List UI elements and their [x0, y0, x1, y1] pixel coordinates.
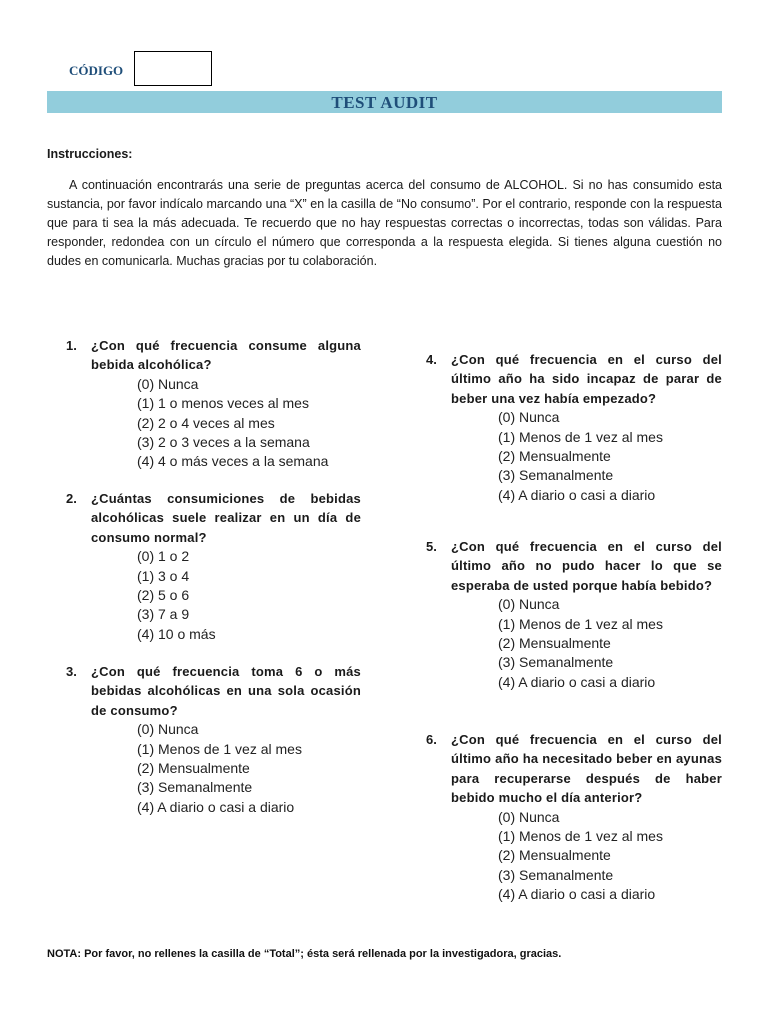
- answer-options: [137, 720, 361, 817]
- question-text: ¿Cuántas consumiciones de bebidas alcohólicas suele realizar en un día de consumo normal?: [91, 491, 361, 545]
- question-3: [66, 662, 361, 817]
- question-5: [426, 537, 722, 692]
- question-text: ¿Con qué frecuencia toma 6 o más bebidas alcohólicas en una sola ocasión de consumo?: [91, 664, 361, 718]
- answer-option[interactable]: (4) 4 o más veces a la semana: [137, 453, 329, 470]
- answer-options: [137, 375, 361, 472]
- question-number: 4.: [426, 352, 437, 367]
- answer-option[interactable]: (1) 3 o 4: [137, 567, 190, 584]
- question-text: ¿Con qué frecuencia en el curso del último año ha sido incapaz de parar de beber una vez había empezado?: [451, 352, 722, 406]
- answer-option[interactable]: (1) 1 o menos veces al mes: [137, 395, 309, 412]
- answer-option[interactable]: (0) Nunca: [498, 808, 560, 825]
- question-number: 5.: [426, 539, 437, 554]
- question-text: ¿Con qué frecuencia en el curso del último año ha necesitado beber en ayunas para recuperarse después de haber bebido mucho el día anterior?: [451, 732, 722, 806]
- answer-option[interactable]: (2) 2 o 4 veces al mes: [137, 414, 275, 431]
- codigo-label: CÓDIGO: [69, 63, 124, 78]
- answer-option[interactable]: (2) Mensualmente: [137, 760, 250, 777]
- answer-option[interactable]: (0) 1 o 2: [137, 548, 190, 565]
- answer-option[interactable]: (0) Nunca: [137, 375, 199, 392]
- question-number: 3.: [66, 664, 77, 679]
- answer-option[interactable]: (4) A diario o casi a diario: [137, 798, 295, 815]
- instructions-text: A continuación encontrarás una serie de preguntas acerca del consumo de ALCOHOL. Si no has consumido esta sustancia, por favor indícalo marcando una “X” en la casilla de “No consumo”. Por el contrario, responde con la respuesta que para ti sea la más adecuada. Te recuerdo que no hay respuestas correctas o incorrectas, todas son válidas. Para responder, redondea con un círculo el número que corresponda a la respuesta elegida. Si tienes alguna cuestión no dudes en comunicarla. Muchas gracias por tu colaboración.: [47, 178, 722, 268]
- answer-option[interactable]: (3) 2 o 3 veces a la semana: [137, 434, 310, 451]
- question-1: [66, 336, 361, 472]
- page-title: TEST AUDIT: [47, 91, 722, 113]
- answer-option[interactable]: (3) 7 a 9: [137, 606, 190, 623]
- answer-option[interactable]: (1) Menos de 1 vez al mes: [498, 428, 663, 445]
- answer-option[interactable]: (0) Nunca: [498, 409, 560, 426]
- question-number: 1.: [66, 338, 77, 353]
- answer-option[interactable]: (1) Menos de 1 vez al mes: [498, 828, 663, 845]
- answer-options: [498, 808, 722, 905]
- answer-options: [498, 595, 722, 692]
- question-number: 2.: [66, 491, 77, 506]
- answer-option[interactable]: (0) Nunca: [498, 596, 560, 613]
- answer-options: [498, 408, 722, 505]
- answer-option[interactable]: (2) Mensualmente: [498, 448, 611, 465]
- answer-option[interactable]: (3) Semanalmente: [498, 467, 614, 484]
- question-text: ¿Con qué frecuencia en el curso del último año no pudo hacer lo que se esperaba de usted porque había bebido?: [451, 539, 722, 593]
- answer-options: [137, 547, 361, 644]
- answer-option[interactable]: (0) Nunca: [137, 721, 199, 738]
- question-4: [426, 350, 722, 505]
- answer-option[interactable]: (4) 10 o más: [137, 625, 216, 642]
- question-number: 6.: [426, 732, 437, 747]
- footer-note: NOTA: Por favor, no rellenes la casilla de “Total”; ésta será rellenada por la investigadora, gracias.: [47, 948, 562, 960]
- question-text: ¿Con qué frecuencia consume alguna bebida alcohólica?: [91, 338, 361, 373]
- answer-option[interactable]: (3) Semanalmente: [137, 779, 253, 796]
- answer-option[interactable]: (2) 5 o 6: [137, 587, 190, 604]
- instructions-title: Instrucciones:: [47, 147, 133, 161]
- question-6: [426, 730, 722, 905]
- answer-option[interactable]: (4) A diario o casi a diario: [498, 486, 656, 503]
- answer-option[interactable]: (4) A diario o casi a diario: [498, 673, 656, 690]
- codigo-input-box[interactable]: [134, 51, 212, 86]
- answer-option[interactable]: (4) A diario o casi a diario: [498, 886, 656, 903]
- answer-option[interactable]: (1) Menos de 1 vez al mes: [137, 740, 302, 757]
- answer-option[interactable]: (2) Mensualmente: [498, 635, 611, 652]
- answer-option[interactable]: (1) Menos de 1 vez al mes: [498, 615, 663, 632]
- answer-option[interactable]: (2) Mensualmente: [498, 847, 611, 864]
- question-2: [66, 489, 361, 644]
- answer-option[interactable]: (3) Semanalmente: [498, 654, 614, 671]
- answer-option[interactable]: (3) Semanalmente: [498, 866, 614, 883]
